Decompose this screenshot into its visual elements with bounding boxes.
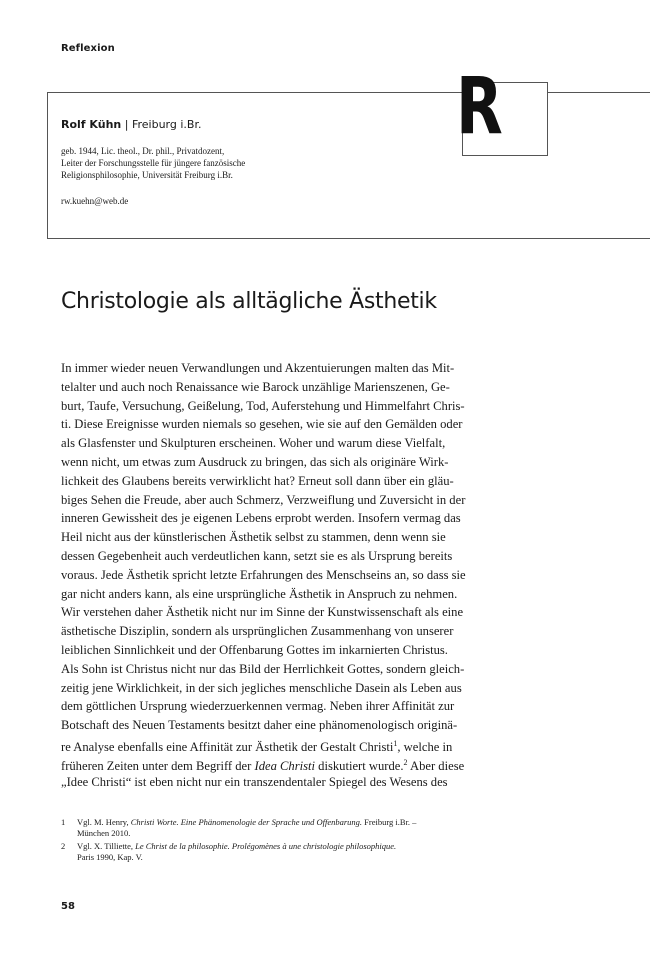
body-text-segment: diskutiert wurde. bbox=[315, 758, 404, 773]
body-line: In immer wieder neuen Verwandlungen und Akzentuierungen malten das Mit- bbox=[61, 361, 455, 375]
body-italic-term: Idea Christi bbox=[254, 758, 316, 773]
footnote-italic-title: Christi Worte. Eine Phänomenologie der Sprache und Offenbarung. bbox=[130, 817, 363, 827]
footnote-text: Freiburg i.Br. – bbox=[362, 817, 417, 827]
article-body bbox=[61, 359, 551, 791]
page-number: 58 bbox=[61, 901, 75, 912]
body-text-segment: früheren Zeiten unter dem Begriff der bbox=[61, 758, 255, 773]
body-line: Heil nicht aus der künstlerischen Ästhetik selbst zu stammen, denn wenn sie bbox=[61, 530, 446, 545]
footnote-text: Vgl. X. Tilliette, bbox=[77, 841, 136, 851]
author-name: Rolf Kühn bbox=[61, 118, 122, 131]
author-bio-line: Religionsphilosophie, Universität Freiburg i.Br. bbox=[61, 170, 233, 180]
author-separator: | bbox=[121, 118, 132, 131]
body-line: wenn nicht, um etwas zum Ausdruck zu bringen, das sich als originäre Wirk- bbox=[61, 454, 449, 469]
body-line: „Idee Christi“ ist eben nicht nur ein transzendentaler Spiegel des Wesens des bbox=[61, 774, 448, 789]
footnote-number: 2 bbox=[61, 841, 66, 851]
footnote-number: 1 bbox=[61, 817, 66, 827]
body-line: lichkeit des Glaubens bereits verwirklicht hat? Erneut soll dann über ein gläu- bbox=[61, 473, 454, 488]
initial-letter: R bbox=[456, 62, 503, 152]
body-line: gar nicht anders kann, als eine ursprüngliche Ästhetik in Anspruch zu nehmen. bbox=[61, 586, 458, 601]
body-line: telalter und auch noch Renaissance wie Barock unzählige Marienszenen, Ge- bbox=[61, 379, 450, 394]
footnote-ref-2[interactable]: 2 bbox=[403, 757, 408, 767]
body-text-segment: , welche in bbox=[397, 740, 453, 755]
footnote-1 bbox=[61, 817, 416, 828]
body-line: dem göttlichen Ursprung wiederzuerkennen vermag. Neben ihrer Affinität zur bbox=[61, 699, 455, 714]
footnote-2 bbox=[61, 841, 396, 852]
body-line bbox=[61, 735, 551, 754]
body-text-segment: re Analyse ebenfalls eine Affinität zur Ästhetik der Gestalt Christi bbox=[61, 740, 394, 755]
footnote-2-continuation: Paris 1990, Kap. V. bbox=[77, 852, 143, 862]
body-line: leiblichen Sinnlichkeit und der Offenbarung Gottes im inkarnierten Christus. bbox=[61, 642, 448, 657]
body-text-segment: Aber diese bbox=[407, 758, 465, 773]
body-line: Wir verstehen daher Ästhetik nicht nur im Sinne der Kunstwissenschaft als eine bbox=[61, 605, 464, 620]
body-line: ti. Diese Ereignisse wurden niemals so gesehen, wie sie auf den Gemälden oder bbox=[61, 417, 463, 432]
body-line: zeitig jene Wirklichkeit, in der sich jegliches menschliche Dasein als Leben aus bbox=[61, 680, 462, 695]
footnote-1-continuation: München 2010. bbox=[77, 828, 131, 838]
body-line: inneren Gewissheit des je eigenen Lebens erprobt werden. Insofern vermag das bbox=[61, 511, 461, 526]
author-location: Freiburg i.Br. bbox=[131, 118, 202, 131]
footnote-italic-title: Le Christ de la philosophie. Prolégomènes à une christologie philosophique. bbox=[135, 841, 397, 851]
article-title: Christologie als alltägliche Ästhetik bbox=[61, 289, 437, 314]
author-email: rw.kuehn@web.de bbox=[61, 196, 129, 206]
author-line bbox=[61, 118, 201, 131]
body-line: voraus. Jede Ästhetik spricht letzte Erfahrungen des Menschseins an, so dass sie bbox=[61, 567, 466, 582]
body-line: dessen Gegebenheit auch verdeutlichen kann, setzt sie es als Ursprung bereits bbox=[61, 548, 453, 563]
body-line: biges Sehen die Freude, aber auch Schmerz, Verzweiflung und Zuversicht in der bbox=[61, 492, 466, 507]
footnote-ref-1[interactable]: 1 bbox=[393, 738, 398, 748]
footnote-text: Vgl. M. Henry, bbox=[77, 817, 131, 827]
body-line: Botschaft des Neuen Testaments besitzt daher eine phänomenologisch originä- bbox=[61, 718, 458, 733]
author-bio-line: Leiter der Forschungsstelle für jüngere fanzösische bbox=[61, 158, 246, 168]
body-line: Als Sohn ist Christus nicht nur das Bild der Herrlichkeit Gottes, sondern gleich- bbox=[61, 661, 465, 676]
body-line: als Glasfenster und Skulpturen erscheinen. Woher und warum diese Vielfalt, bbox=[61, 436, 446, 451]
section-label: Reflexion bbox=[61, 43, 115, 54]
body-line bbox=[61, 754, 551, 773]
body-line: burt, Taufe, Versuchung, Geißelung, Tod, Auferstehung und Himmelfahrt Chris- bbox=[61, 398, 465, 413]
author-bio-line: geb. 1944, Lic. theol., Dr. phil., Privatdozent, bbox=[61, 146, 225, 156]
body-line: ästhetische Disziplin, sondern als ursprünglichen Zusammenhang von unserer bbox=[61, 624, 454, 639]
